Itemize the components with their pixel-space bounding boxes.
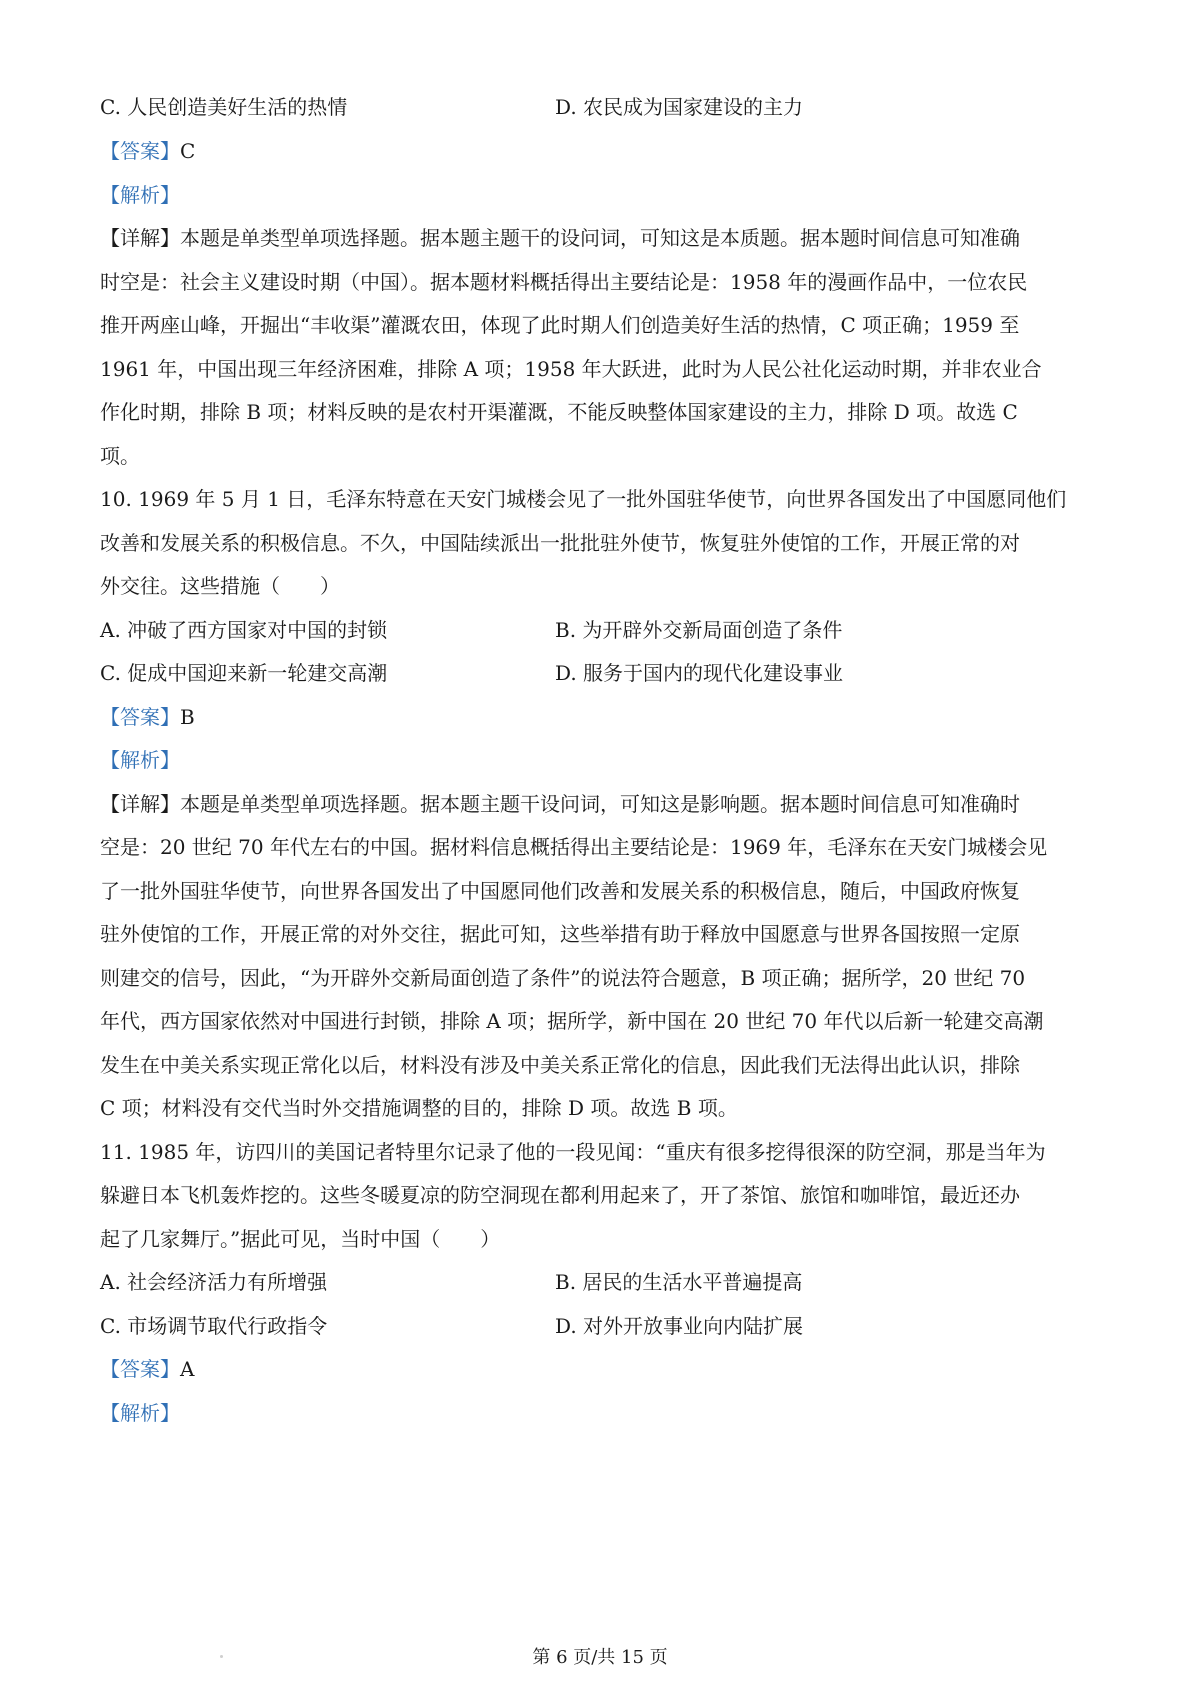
q11-option-c: C. 市场调节取代行政指令 <box>100 1314 328 1338</box>
q10-detail-line: 驻外使馆的工作，开展正常的对外交往，据此可知，这些举措有助于释放中国愿意与世界各国按照一定原 <box>100 922 1020 946</box>
q9-detail-line: 时空是：社会主义建设时期（中国）。据本题材料概括得出主要结论是：1958 年的漫画作品中，一位农民 <box>100 270 1028 294</box>
answer-value: C <box>180 139 196 163</box>
q9-detail-line: 推开两座山峰，开掘出“丰收渠”灌溉农田，体现了此时期人们创造美好生活的热情，C 项正确；1959 至 <box>100 313 1020 337</box>
q10-stem-line: 改善和发展关系的积极信息。不久，中国陆续派出一批批驻外使节，恢复驻外使馆的工作，开展正常的对 <box>100 531 1020 555</box>
answer-tag: 【答案】 <box>100 139 180 163</box>
q10-option-c: C. 促成中国迎来新一轮建交高潮 <box>100 661 388 685</box>
q11-option-b: B. 居民的生活水平普遍提高 <box>555 1270 803 1294</box>
answer-tag: 【答案】 <box>100 705 180 729</box>
q10-option-a: A. 冲破了西方国家对中国的封锁 <box>100 618 388 642</box>
q9-analysis-tag: 【解析】 <box>100 183 180 207</box>
q10-detail-line: 空是：20 世纪 70 年代左右的中国。据材料信息概括得出主要结论是：1969 年，毛泽东在天安门城楼会见 <box>100 835 1048 859</box>
answer-tag: 【答案】 <box>100 1357 180 1381</box>
q9-option-c: C. 人民创造美好生活的热情 <box>100 95 348 119</box>
q9-detail-line: 1961 年，中国出现三年经济困难，排除 A 项；1958 年大跃进，此时为人民公社化运动时期，并非农业合 <box>100 357 1042 381</box>
page-number-footer: 第 6 页/共 15 页 <box>532 1647 668 1668</box>
q10-detail-line: 了一批外国驻华使节，向世界各国发出了中国愿同他们改善和发展关系的积极信息，随后，中国政府恢复 <box>100 879 1020 903</box>
q10-detail-line: 发生在中美关系实现正常化以后，材料没有涉及中美关系正常化的信息，因此我们无法得出此认识，排除 <box>100 1053 1020 1077</box>
q11-stem-line: 11. 1985 年，访四川的美国记者特里尔记录了他的一段见闻：“重庆有很多挖得很深的防空洞，那是当年为 <box>100 1140 1046 1164</box>
q10-stem-line: 10. 1969 年 5 月 1 日，毛泽东特意在天安门城楼会见了一批外国驻华使节，向世界各国发出了中国愿同他们 <box>100 487 1067 511</box>
q9-answer-line <box>100 137 195 165</box>
q10-detail-line: 年代，西方国家依然对中国进行封锁，排除 A 项；据所学，新中国在 20 世纪 70 年代以后新一轮建交高潮 <box>100 1009 1044 1033</box>
q11-analysis-tag: 【解析】 <box>100 1401 180 1425</box>
q11-stem-line: 起了几家舞厅。”据此可见，当时中国（ ） <box>100 1227 501 1251</box>
q10-detail-line: 则建交的信号，因此，“为开辟外交新局面创造了条件”的说法符合题意，B 项正确；据所学，20 世纪 70 <box>100 966 1026 990</box>
q9-option-d: D. 农民成为国家建设的主力 <box>555 95 804 119</box>
q10-option-d: D. 服务于国内的现代化建设事业 <box>555 661 844 685</box>
q9-detail-line: 作化时期，排除 B 项；材料反映的是农村开渠灌溉，不能反映整体国家建设的主力，排除 D 项。故选 C <box>100 400 1018 424</box>
q9-detail-line: 项。 <box>100 444 140 468</box>
q11-stem-line: 躲避日本飞机轰炸挖的。这些冬暖夏凉的防空洞现在都利用起来了，开了茶馆、旅馆和咖啡馆，最近还办 <box>100 1183 1020 1207</box>
q10-detail-line: 【详解】本题是单类型单项选择题。据本题主题干设问词，可知这是影响题。据本题时间信息可知准确时 <box>100 792 1020 816</box>
q11-option-d: D. 对外开放事业向内陆扩展 <box>555 1314 804 1338</box>
q11-option-a: A. 社会经济活力有所增强 <box>100 1270 328 1294</box>
q10-analysis-tag: 【解析】 <box>100 748 180 772</box>
q10-detail-line: C 项；材料没有交代当时外交措施调整的目的，排除 D 项。故选 B 项。 <box>100 1096 738 1120</box>
q9-detail-line: 【详解】本题是单类型单项选择题。据本题主题干的设问词，可知这是本质题。据本题时间信息可知准确 <box>100 226 1020 250</box>
q10-stem-line: 外交往。这些措施（ ） <box>100 574 340 598</box>
answer-value: A <box>180 1357 195 1381</box>
document-page <box>100 0 1100 1698</box>
q11-answer-line <box>100 1355 194 1383</box>
answer-value: B <box>180 705 195 729</box>
q10-answer-line <box>100 703 195 731</box>
q10-option-b: B. 为开辟外交新局面创造了条件 <box>555 618 843 642</box>
